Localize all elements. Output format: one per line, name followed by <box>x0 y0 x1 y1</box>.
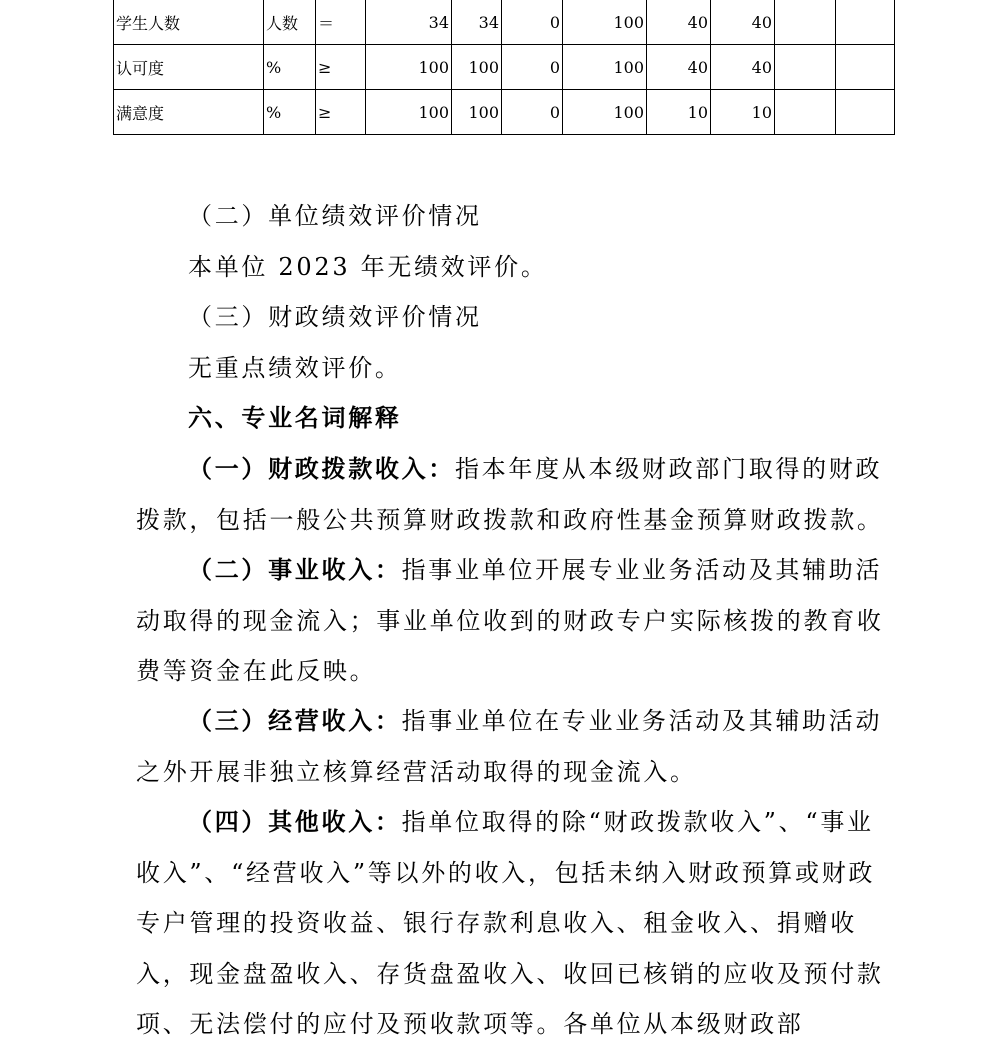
table-row <box>114 0 895 45</box>
table-cell: 40 <box>647 0 711 45</box>
table-row <box>114 45 895 90</box>
table-cell: 100 <box>563 90 647 135</box>
table-cell: 0 <box>502 90 563 135</box>
table-cell: 100 <box>366 90 452 135</box>
indicator-table <box>113 0 895 135</box>
table-cell: 认可度 <box>114 45 264 90</box>
table-cell: 100 <box>563 0 647 45</box>
glossary-term: （三）经营收入： <box>188 706 402 735</box>
table-cell <box>775 0 836 45</box>
table-cell: 10 <box>711 90 775 135</box>
table-cell: 34 <box>452 0 502 45</box>
glossary-item-fiscal-appropriation <box>136 444 896 545</box>
table-cell: 40 <box>711 45 775 90</box>
table-cell: ≥ <box>316 45 366 90</box>
table-cell: % <box>264 90 316 135</box>
glossary-definition: 指事业单位在专业业务活动及其辅助活动之外开展非独立核算经营活动取得的现金流入。 <box>136 707 883 786</box>
table-cell: 0 <box>502 45 563 90</box>
glossary-item-business-income <box>136 545 896 697</box>
glossary-item-other-income <box>136 797 896 1050</box>
glossary-definition: 指事业单位开展专业业务活动及其辅助活动取得的现金流入；事业单位收到的财政专户实际核拨的教育收费等资金在此反映。 <box>136 556 884 685</box>
table-cell: 34 <box>366 0 452 45</box>
table-cell: 100 <box>452 45 502 90</box>
section-text-unit-evaluation: 本单位 2023 年无绩效评价。 <box>188 253 548 281</box>
table-cell <box>836 45 895 90</box>
table-cell <box>836 0 895 45</box>
table-row <box>114 90 895 135</box>
table-cell: 人数 <box>264 0 316 45</box>
table-cell: 40 <box>647 45 711 90</box>
table-cell: 100 <box>563 45 647 90</box>
section-text-fiscal-evaluation: 无重点绩效评价。 <box>188 354 402 382</box>
glossary-term: （一）财政拨款收入： <box>188 454 455 483</box>
section-heading-unit-evaluation: （二）单位绩效评价情况 <box>188 202 482 230</box>
table-cell <box>836 90 895 135</box>
glossary-term: （四）其他收入： <box>188 807 402 836</box>
table-cell <box>775 45 836 90</box>
glossary-item-operating-income <box>136 696 896 797</box>
glossary-term: （二）事业收入： <box>188 555 402 584</box>
table-cell <box>775 90 836 135</box>
table-cell: ≥ <box>316 90 366 135</box>
table-cell: 100 <box>452 90 502 135</box>
table-cell: 0 <box>502 0 563 45</box>
table-cell: 40 <box>711 0 775 45</box>
section-heading-fiscal-evaluation: （三）财政绩效评价情况 <box>188 303 482 331</box>
table-cell: % <box>264 45 316 90</box>
table-cell: ＝ <box>316 0 366 45</box>
table-cell: 满意度 <box>114 90 264 135</box>
glossary-definition: 指单位取得的除“财政拨款收入”、“事业收入”、“经营收入”等以外的收入，包括未纳入财政预算或财政专户管理的投资收益、银行存款利息收入、租金收入、捐赠收入，现金盘盈收入、存货盘盈收入、收回已核销的应收及预付款项、无法偿付的应付及预收款项等。各单位从本级财政部 <box>136 808 884 1038</box>
section-heading-glossary: 六、专业名词解释 <box>188 403 402 432</box>
glossary-definition: 指本年度从本级财政部门取得的财政拨款，包括一般公共预算财政拨款和政府性基金预算财政拨款。 <box>136 455 884 534</box>
table-cell: 100 <box>366 45 452 90</box>
table-cell: 学生人数 <box>114 0 264 45</box>
table-cell: 10 <box>647 90 711 135</box>
